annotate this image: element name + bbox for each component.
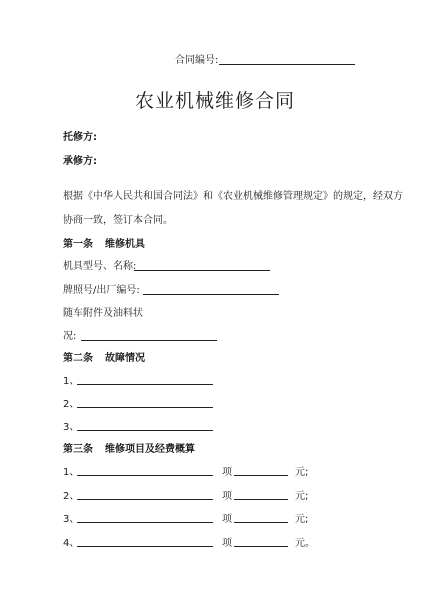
repair-item-unit: 项 (222, 514, 232, 525)
preamble-line-1: 根据《中华人民共和国合同法》和《农业机械维修管理规定》的规定，经双方 (63, 191, 403, 202)
cost-unit: 元; (295, 491, 309, 502)
plate-number-label: 牌照号/出厂编号: (63, 285, 140, 296)
repair-item-field-1[interactable] (77, 475, 213, 476)
article-3-heading: 维修项目及经费概算 (105, 444, 195, 455)
article-1-heading: 维修机具 (105, 239, 145, 250)
contract-number-field[interactable] (219, 64, 355, 65)
repair-item-number: 3、 (63, 514, 80, 525)
article-2-number: 第二条 (63, 353, 93, 364)
attachments-label-cont: 况: (63, 331, 77, 342)
entrustor-label: 托修方: (63, 132, 97, 143)
contract-number-label: 合同编号: (175, 55, 219, 66)
cost-unit: 元。 (295, 538, 315, 549)
repair-item-unit: 项 (222, 467, 232, 478)
fault-field-1[interactable] (77, 384, 213, 385)
repair-item-number: 2、 (63, 491, 80, 502)
repair-item-field-2[interactable] (77, 499, 213, 500)
repair-count-field-4[interactable] (234, 546, 288, 547)
repair-item-number: 1、 (63, 467, 80, 478)
plate-number-field[interactable] (143, 294, 279, 295)
repair-count-field-2[interactable] (234, 499, 288, 500)
repair-item-field-4[interactable] (77, 546, 213, 547)
article-3-number: 第三条 (63, 444, 93, 455)
attachments-label: 随车附件及油料状 (63, 308, 143, 319)
repair-item-unit: 项 (222, 538, 232, 549)
repair-item-number: 4、 (63, 538, 80, 549)
repair-item-unit: 项 (222, 491, 232, 502)
preamble-line-2: 协商一致，签订本合同。 (63, 215, 173, 226)
repair-item-field-3[interactable] (77, 522, 213, 523)
repair-count-field-3[interactable] (234, 522, 288, 523)
cost-unit: 元; (295, 467, 309, 478)
machine-model-field[interactable] (134, 270, 270, 271)
cost-unit: 元; (295, 514, 309, 525)
fault-item-number: 3、 (63, 422, 80, 433)
fault-field-2[interactable] (77, 407, 213, 408)
article-2-heading: 故障情况 (105, 353, 145, 364)
article-1-number: 第一条 (63, 239, 93, 250)
fault-item-number: 1、 (63, 376, 80, 387)
repair-count-field-1[interactable] (234, 475, 288, 476)
attachments-field[interactable] (81, 340, 217, 341)
contractor-label: 承修方: (63, 156, 97, 167)
fault-item-number: 2、 (63, 399, 80, 410)
fault-field-3[interactable] (77, 430, 213, 431)
machine-model-label: 机具型号、名称: (63, 261, 137, 272)
page-title: 农业机械维修合同 (134, 90, 295, 112)
